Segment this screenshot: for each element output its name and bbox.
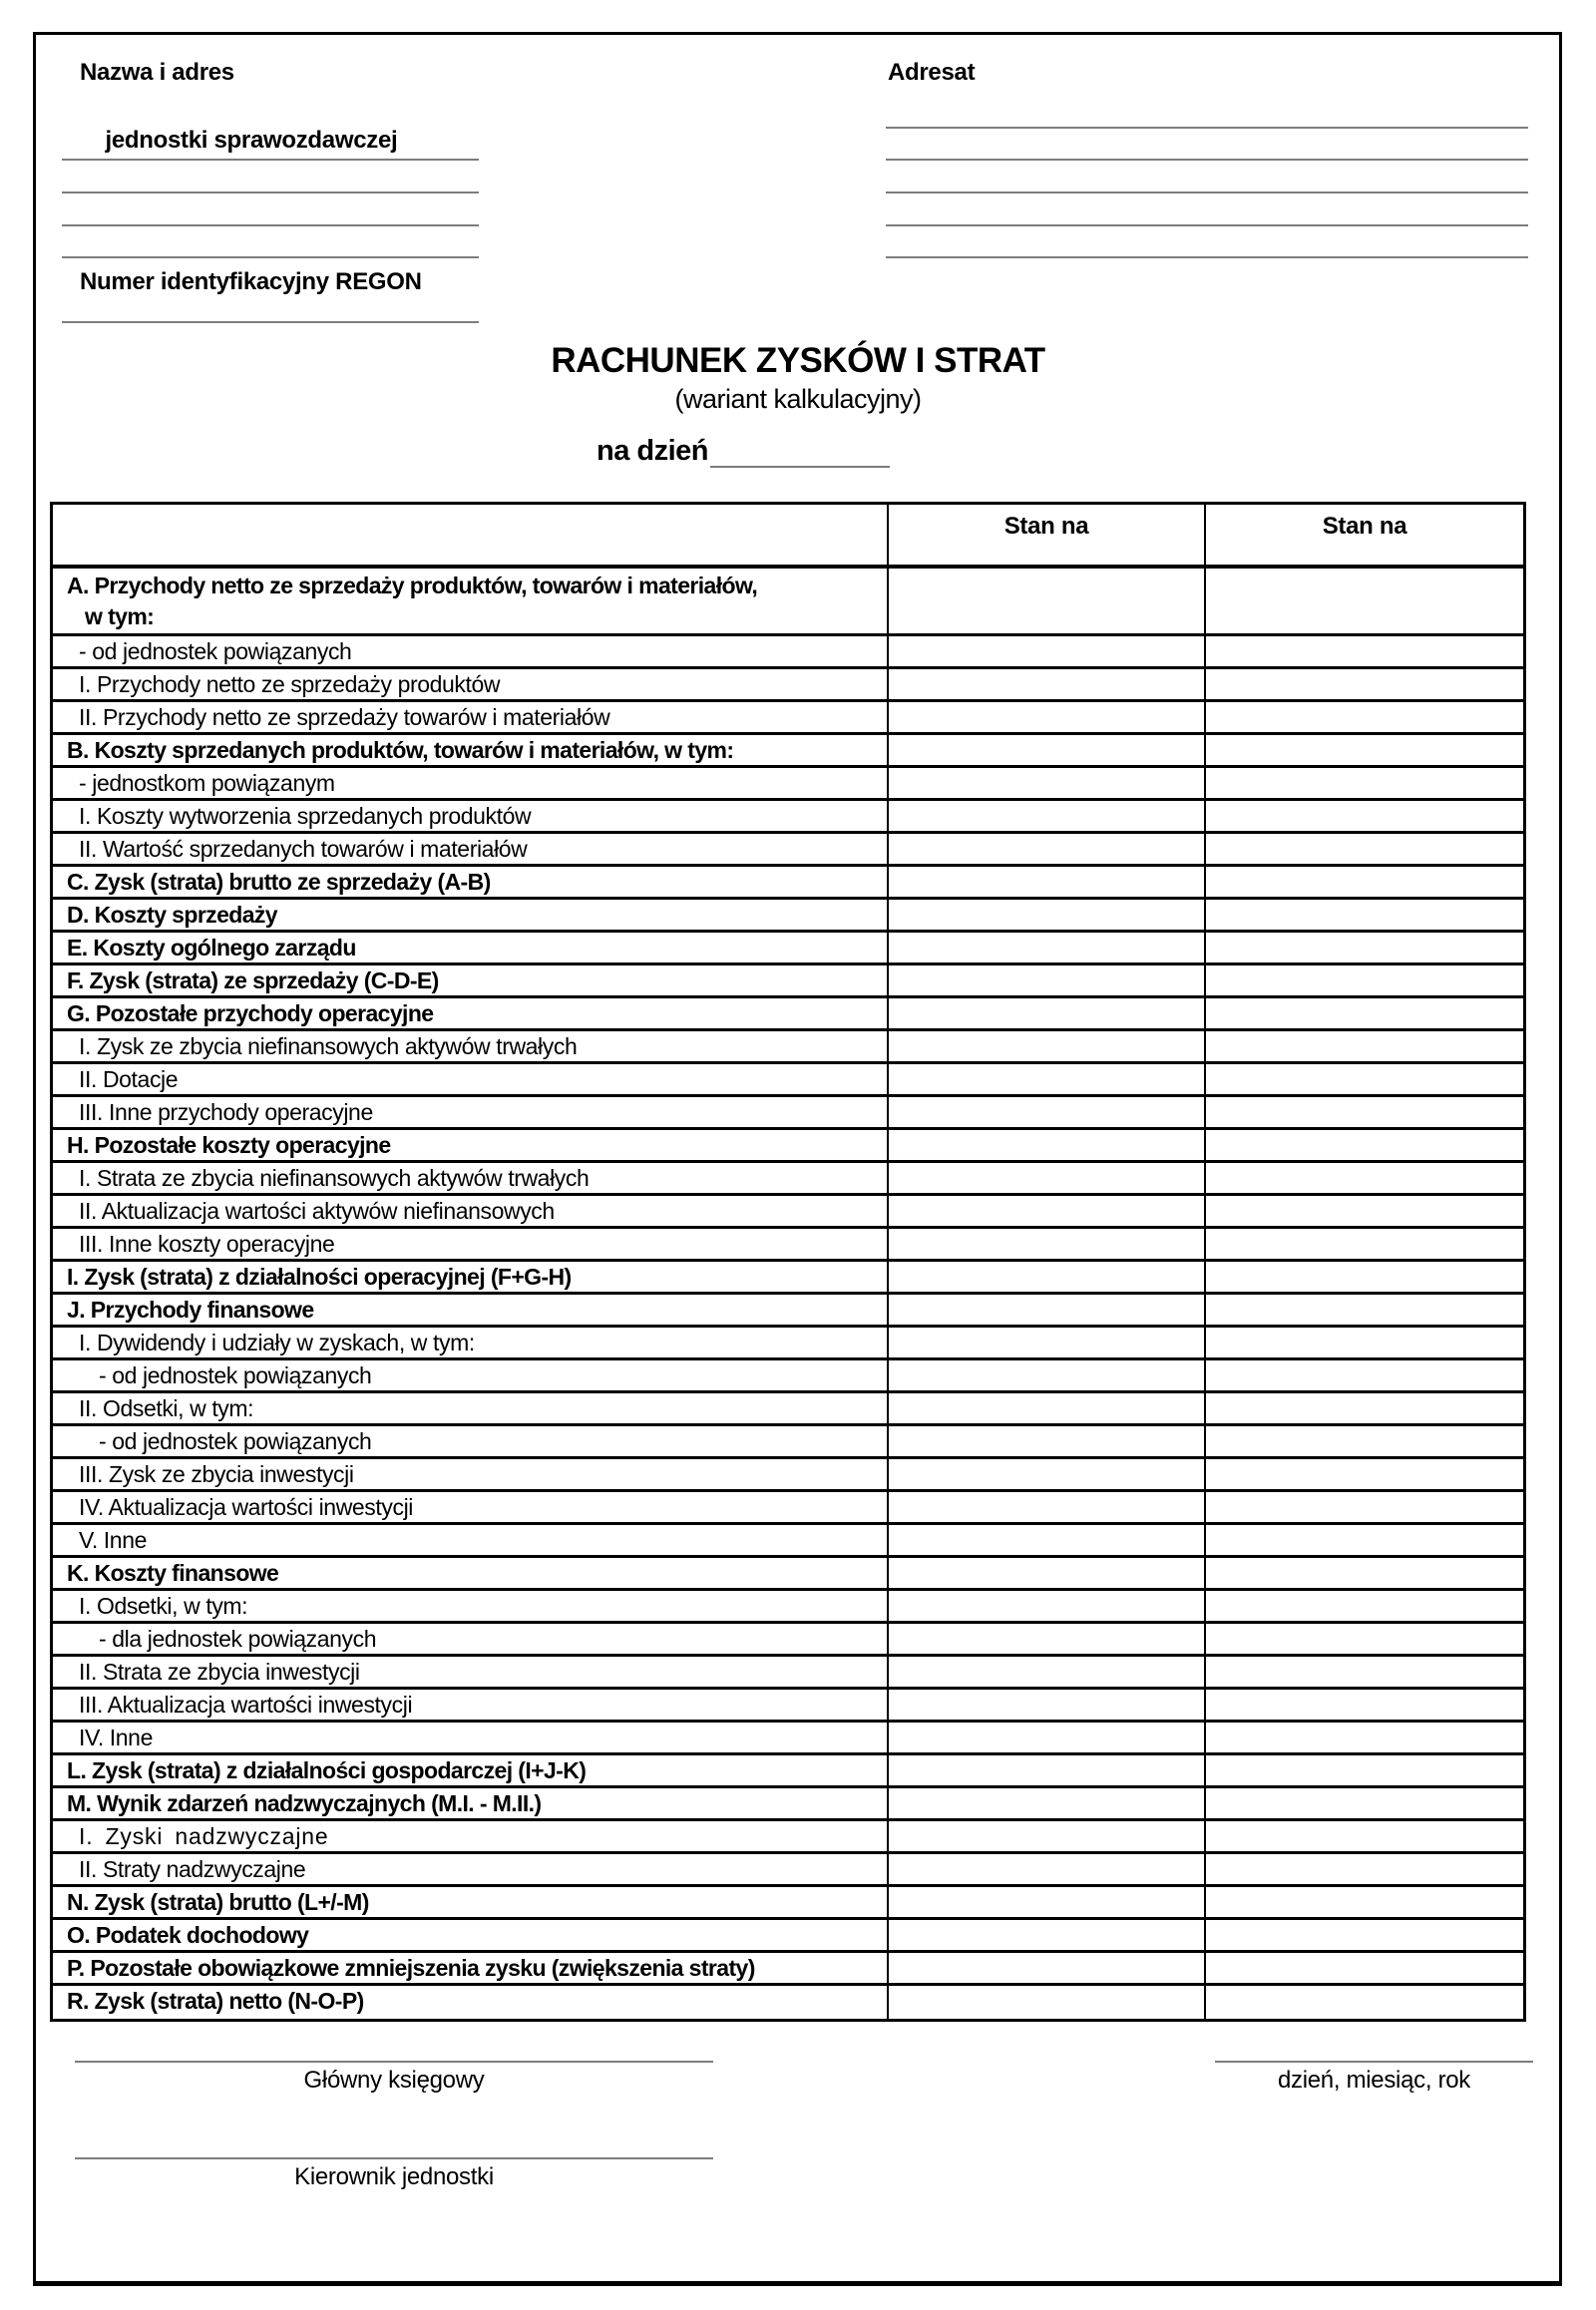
stan-na-col2-value-cell[interactable]	[1206, 1031, 1523, 1061]
stan-na-col2-value-cell[interactable]	[1206, 669, 1523, 699]
row-label-cell	[53, 965, 889, 995]
row-label: N. Zysk (strata) brutto (L+/-M)	[67, 1889, 369, 1915]
table-row	[53, 1788, 1523, 1821]
table-row	[53, 1031, 1523, 1064]
row-label: K. Koszty finansowe	[67, 1560, 279, 1586]
profit-loss-table	[50, 502, 1526, 2022]
stan-na-col1-value-cell[interactable]	[889, 569, 1206, 633]
stan-na-col2-value-cell[interactable]	[1206, 735, 1523, 765]
row-label: G. Pozostałe przychody operacyjne	[67, 1000, 434, 1026]
table-row	[53, 702, 1523, 735]
row-label-cell	[53, 1295, 889, 1325]
row-label-cell	[53, 1163, 889, 1193]
stan-na-col2-value-cell[interactable]	[1206, 1690, 1523, 1720]
table-row	[53, 1525, 1523, 1558]
adresat-fill-line-4[interactable]	[886, 224, 1528, 226]
stan-na-col2-value-cell[interactable]	[1206, 1887, 1523, 1917]
row-label-cell	[53, 867, 889, 897]
table-row	[53, 1295, 1523, 1328]
row-label: B. Koszty sprzedanych produktów, towarów i materiałów, w tym:	[67, 737, 734, 763]
stan-na-col1-value-cell[interactable]	[889, 1788, 1206, 1818]
stan-na-col2-value-cell[interactable]	[1206, 801, 1523, 831]
regon-label: Numer identyfikacyjny REGON	[80, 268, 422, 295]
adresat-fill-line-1[interactable]	[886, 127, 1528, 129]
row-label-cell	[53, 1492, 889, 1522]
stan-na-col1-value-cell[interactable]	[889, 1525, 1206, 1555]
table-row	[53, 1953, 1523, 1986]
reporting-unit-fill-line-1[interactable]	[62, 159, 479, 161]
stan-na-col1-value-cell[interactable]	[889, 1920, 1206, 1950]
stan-na-col2-value-cell[interactable]	[1206, 1821, 1523, 1851]
table-row	[53, 569, 1523, 636]
stan-na-col2-value-cell[interactable]	[1206, 1657, 1523, 1687]
stan-na-col1-value-cell[interactable]	[889, 1229, 1206, 1259]
reporting-unit-label-line1: Nazwa i adres	[80, 59, 234, 86]
as-of-date-fill-line[interactable]	[710, 466, 890, 468]
table-row	[53, 1920, 1523, 1953]
row-label-cell	[53, 900, 889, 930]
stan-na-col2-value-cell[interactable]	[1206, 636, 1523, 666]
stan-na-col1-value-cell[interactable]	[889, 1723, 1206, 1752]
row-label: I. Zysk ze zbycia niefinansowych aktywów trwałych	[79, 1033, 578, 1059]
table-row	[53, 1262, 1523, 1295]
row-label-cell	[53, 1393, 889, 1423]
row-label-cell	[53, 801, 889, 831]
row-label: III. Zysk ze zbycia inwestycji	[79, 1461, 354, 1487]
row-label-cell	[53, 1064, 889, 1094]
reporting-unit-fill-line-3[interactable]	[62, 224, 479, 226]
stan-na-col1-value-cell[interactable]	[889, 1196, 1206, 1226]
adresat-fill-line-3[interactable]	[886, 192, 1528, 193]
table-row	[53, 1624, 1523, 1657]
row-label-cell	[53, 735, 889, 765]
stan-na-col1-value-cell[interactable]	[889, 1328, 1206, 1357]
stan-na-col2-value-cell[interactable]	[1206, 965, 1523, 995]
reporting-unit-label-line2: jednostki sprawozdawczej	[105, 127, 398, 154]
table-row	[53, 1360, 1523, 1393]
stan-na-col1-value-cell[interactable]	[889, 1591, 1206, 1621]
table-row	[53, 1591, 1523, 1624]
stan-na-col1-value-cell[interactable]	[889, 1097, 1206, 1127]
table-row	[53, 768, 1523, 801]
table-row	[53, 1854, 1523, 1887]
table-row	[53, 1064, 1523, 1097]
row-label-cell	[53, 1887, 889, 1917]
stan-na-col1-value-cell[interactable]	[889, 801, 1206, 831]
stan-na-col2-value-cell[interactable]	[1206, 1723, 1523, 1752]
row-label-cell	[53, 1755, 889, 1785]
reporting-unit-fill-line-2[interactable]	[62, 192, 479, 193]
stan-na-col2-value-cell[interactable]	[1206, 933, 1523, 962]
row-label: D. Koszty sprzedaży	[67, 902, 277, 928]
row-label: I. Koszty wytworzenia sprzedanych produktów	[79, 803, 532, 829]
stan-na-col1-value-cell[interactable]	[889, 1360, 1206, 1390]
stan-na-col2-value-cell[interactable]	[1206, 1262, 1523, 1292]
page-subtitle: (wariant kalkulacyjny)	[674, 384, 922, 414]
table-row	[53, 900, 1523, 933]
stan-na-col2-value-cell[interactable]	[1206, 1130, 1523, 1160]
stan-na-col2-value-cell[interactable]	[1206, 1328, 1523, 1357]
stan-na-col2-value-cell[interactable]	[1206, 702, 1523, 732]
row-label: I. Dywidendy i udziały w zyskach, w tym:	[79, 1330, 475, 1355]
row-label-cell	[53, 636, 889, 666]
row-label-cell	[53, 1624, 889, 1654]
row-label-cell	[53, 1821, 889, 1851]
table-row	[53, 1492, 1523, 1525]
table-row	[53, 1690, 1523, 1723]
row-label-cell	[53, 1426, 889, 1456]
stan-na-col2-value-cell[interactable]	[1206, 768, 1523, 798]
stan-na-col1-value-cell[interactable]	[889, 965, 1206, 995]
row-label: O. Podatek dochodowy	[67, 1922, 309, 1948]
row-label: P. Pozostałe obowiązkowe zmniejszenia zysku (zwiększenia straty)	[67, 1955, 755, 1981]
stan-na-col1-value-cell[interactable]	[889, 1887, 1206, 1917]
table-row	[53, 867, 1523, 900]
stan-na-col2-value-cell[interactable]	[1206, 1360, 1523, 1390]
table-row	[53, 1459, 1523, 1492]
row-label: III. Inne koszty operacyjne	[79, 1231, 335, 1257]
stan-na-col1-value-cell[interactable]	[889, 1558, 1206, 1588]
table-row	[53, 1558, 1523, 1591]
stan-na-col1-value-cell[interactable]	[889, 1657, 1206, 1687]
table-row	[53, 1755, 1523, 1788]
row-label: F. Zysk (strata) ze sprzedaży (C-D-E)	[67, 967, 439, 993]
row-label-cell	[53, 1723, 889, 1752]
stan-na-col2-value-cell[interactable]	[1206, 1163, 1523, 1193]
row-label: - od jednostek powiązanych	[99, 1428, 372, 1454]
stan-na-col1-value-cell[interactable]	[889, 1130, 1206, 1160]
row-label: - jednostkom powiązanym	[79, 770, 335, 796]
stan-na-col2-value-cell[interactable]	[1206, 1295, 1523, 1325]
row-label-cell	[53, 1854, 889, 1884]
table-row	[53, 1196, 1523, 1229]
as-of-date-label: na dzień	[597, 435, 709, 467]
unit-manager-signature-line[interactable]	[75, 2157, 713, 2159]
row-label: I. Odsetki, w tym:	[79, 1593, 248, 1619]
chief-accountant-label: Główny księgowy	[303, 2067, 485, 2094]
row-label-cell	[53, 702, 889, 732]
row-label-cell	[53, 933, 889, 962]
row-label: I. Przychody netto ze sprzedaży produktów	[79, 671, 501, 697]
stan-na-col1-value-cell[interactable]	[889, 1426, 1206, 1456]
stan-na-col1-value-cell[interactable]	[889, 1064, 1206, 1094]
row-label: I. Strata ze zbycia niefinansowych aktywów trwałych	[79, 1165, 590, 1191]
table-row	[53, 1393, 1523, 1426]
stan-na-col1-value-cell[interactable]	[889, 1163, 1206, 1193]
stan-na-col1-value-cell[interactable]	[889, 867, 1206, 897]
row-label-cell	[53, 1690, 889, 1720]
row-label: M. Wynik zdarzeń nadzwyczajnych (M.I. - M.II.)	[67, 1790, 542, 1816]
row-label-cell	[53, 1229, 889, 1259]
row-label: III. Inne przychody operacyjne	[79, 1099, 373, 1125]
row-label: IV. Inne	[79, 1725, 153, 1750]
stan-na-col2-value-cell[interactable]	[1206, 1459, 1523, 1489]
stan-na-col2-value-cell[interactable]	[1206, 1854, 1523, 1884]
table-row	[53, 1887, 1523, 1920]
row-label-cell	[53, 768, 889, 798]
date-signature-line[interactable]	[1215, 2061, 1533, 2063]
row-label-cell	[53, 1097, 889, 1127]
stan-na-col2-value-cell[interactable]	[1206, 1986, 1523, 2019]
table-row	[53, 1328, 1523, 1360]
row-label-cell	[53, 1130, 889, 1160]
row-label: II. Strata ze zbycia inwestycji	[79, 1659, 360, 1685]
stan-na-col1-value-cell[interactable]	[889, 998, 1206, 1028]
row-label: R. Zysk (strata) netto (N-O-P)	[67, 1988, 364, 2014]
row-label-cell	[53, 1328, 889, 1357]
stan-na-col1-value-cell[interactable]	[889, 768, 1206, 798]
stan-na-col1-value-cell[interactable]	[889, 1755, 1206, 1785]
stan-na-col1-value-cell[interactable]	[889, 1492, 1206, 1522]
row-label-cell	[53, 834, 889, 864]
stan-na-col2-value-cell[interactable]	[1206, 1492, 1523, 1522]
stan-na-col1-value-cell[interactable]	[889, 834, 1206, 864]
row-label-cell	[53, 669, 889, 699]
table-row	[53, 965, 1523, 998]
table-row	[53, 998, 1523, 1031]
row-label-cell	[53, 1525, 889, 1555]
stan-na-col1-value-cell[interactable]	[889, 669, 1206, 699]
adresat-fill-line-2[interactable]	[886, 159, 1528, 161]
row-label: III. Aktualizacja wartości inwestycji	[79, 1692, 413, 1718]
row-label-line2: w tym:	[85, 603, 155, 629]
stan-na-col2-value-cell[interactable]	[1206, 1229, 1523, 1259]
table-row	[53, 1163, 1523, 1196]
header-stan-na-col1: Stan na	[889, 505, 1206, 565]
stan-na-col1-value-cell[interactable]	[889, 900, 1206, 930]
row-label-cell	[53, 1031, 889, 1061]
stan-na-col1-value-cell[interactable]	[889, 1624, 1206, 1654]
stan-na-col2-value-cell[interactable]	[1206, 1920, 1523, 1950]
table-row	[53, 1723, 1523, 1755]
row-label-cell	[53, 1459, 889, 1489]
stan-na-col2-value-cell[interactable]	[1206, 1393, 1523, 1423]
row-label: I. Zyski nadzwyczajne	[79, 1823, 329, 1849]
stan-na-col1-value-cell[interactable]	[889, 1690, 1206, 1720]
table-row	[53, 735, 1523, 768]
stan-na-col2-value-cell[interactable]	[1206, 834, 1523, 864]
stan-na-col2-value-cell[interactable]	[1206, 998, 1523, 1028]
row-label: E. Koszty ogólnego zarządu	[67, 935, 356, 961]
row-label: L. Zysk (strata) z działalności gospodarczej (I+J-K)	[67, 1757, 587, 1783]
stan-na-col1-value-cell[interactable]	[889, 636, 1206, 666]
stan-na-col1-value-cell[interactable]	[889, 1262, 1206, 1292]
stan-na-col2-value-cell[interactable]	[1206, 900, 1523, 930]
row-label-cell	[53, 1788, 889, 1818]
row-label: C. Zysk (strata) brutto ze sprzedaży (A-B)	[67, 869, 491, 895]
row-label-cell	[53, 1953, 889, 1983]
stan-na-col2-value-cell[interactable]	[1206, 867, 1523, 897]
table-row	[53, 636, 1523, 669]
header-stan-na-col2: Stan na	[1322, 513, 1407, 540]
row-label: - od jednostek powiązanych	[79, 638, 352, 664]
table-body	[53, 569, 1523, 2019]
table-row	[53, 1426, 1523, 1459]
row-label: - dla jednostek powiązanych	[99, 1626, 377, 1652]
adresat-label: Adresat	[888, 59, 976, 86]
row-label-cell	[53, 1360, 889, 1390]
stan-na-col1-value-cell[interactable]	[889, 1031, 1206, 1061]
row-label: J. Przychody finansowe	[67, 1297, 314, 1323]
table-row	[53, 1986, 1523, 2019]
table-row	[53, 1229, 1523, 1262]
reporting-unit-fill-line-4[interactable]	[62, 256, 479, 258]
stan-na-col2-value-cell[interactable]	[1206, 1426, 1523, 1456]
row-label: H. Pozostałe koszty operacyjne	[67, 1132, 391, 1158]
reporting-unit-label	[80, 56, 397, 158]
row-label: V. Inne	[79, 1527, 147, 1553]
row-label: - od jednostek powiązanych	[99, 1362, 372, 1388]
row-label: I. Zysk (strata) z działalności operacyjnej (F+G-H)	[67, 1264, 572, 1290]
row-label: II. Straty nadzwyczajne	[79, 1856, 306, 1882]
table-row	[53, 933, 1523, 965]
stan-na-col2-value-cell[interactable]	[1206, 1591, 1523, 1621]
table-header-row	[53, 505, 1523, 569]
table-row	[53, 801, 1523, 834]
row-label-cell	[53, 998, 889, 1028]
row-label-cell	[53, 1986, 889, 2019]
stan-na-col2-value-cell[interactable]	[1206, 1953, 1523, 1983]
stan-na-col1-value-cell[interactable]	[889, 1393, 1206, 1423]
stan-na-col2-value-cell[interactable]	[1206, 569, 1523, 633]
row-label-cell	[53, 569, 889, 633]
row-label-cell	[53, 1920, 889, 1950]
adresat-fill-line-5[interactable]	[886, 256, 1528, 258]
stan-na-col1-value-cell[interactable]	[889, 1986, 1206, 2019]
stan-na-col1-value-cell[interactable]	[889, 933, 1206, 962]
stan-na-col1-value-cell[interactable]	[889, 1953, 1206, 1983]
page-title: RACHUNEK ZYSKÓW I STRAT	[551, 341, 1045, 380]
chief-accountant-signature-line[interactable]	[75, 2061, 713, 2063]
stan-na-col2-value-cell[interactable]	[1206, 1788, 1523, 1818]
row-label: II. Wartość sprzedanych towarów i materiałów	[79, 836, 528, 862]
header-empty-cell	[53, 505, 889, 565]
row-label-cell	[53, 1196, 889, 1226]
row-label: A. Przychody netto ze sprzedaży produktów, towarów i materiałów,	[67, 573, 758, 598]
stan-na-col1-value-cell[interactable]	[889, 702, 1206, 732]
row-label: IV. Aktualizacja wartości inwestycji	[79, 1494, 414, 1520]
stan-na-col1-value-cell[interactable]	[889, 735, 1206, 765]
unit-manager-label: Kierownik jednostki	[294, 2163, 494, 2190]
stan-na-col2-value-cell[interactable]	[1206, 1624, 1523, 1654]
stan-na-col2-value-cell[interactable]	[1206, 1525, 1523, 1555]
stan-na-col1-value-cell[interactable]	[889, 1821, 1206, 1851]
row-label: II. Aktualizacja wartości aktywów niefinansowych	[79, 1198, 555, 1224]
table-row	[53, 669, 1523, 702]
table-row	[53, 834, 1523, 867]
row-label: II. Odsetki, w tym:	[79, 1395, 254, 1421]
row-label: II. Przychody netto ze sprzedaży towarów i materiałów	[79, 704, 610, 730]
row-label-cell	[53, 1558, 889, 1588]
stan-na-col1-value-cell[interactable]	[889, 1854, 1206, 1884]
table-row	[53, 1130, 1523, 1163]
regon-fill-line[interactable]	[62, 321, 479, 323]
stan-na-col2-value-cell[interactable]	[1206, 1558, 1523, 1588]
stan-na-col2-value-cell[interactable]	[1206, 1755, 1523, 1785]
table-row	[53, 1821, 1523, 1854]
stan-na-col2-value-cell[interactable]	[1206, 1097, 1523, 1127]
row-label-cell	[53, 1262, 889, 1292]
table-row	[53, 1097, 1523, 1130]
row-label-cell	[53, 1591, 889, 1621]
row-label-cell	[53, 1657, 889, 1687]
stan-na-col1-value-cell[interactable]	[889, 1295, 1206, 1325]
table-row	[53, 1657, 1523, 1690]
stan-na-col2-value-cell[interactable]	[1206, 1196, 1523, 1226]
stan-na-col2-value-cell[interactable]	[1206, 1064, 1523, 1094]
stan-na-col1-value-cell[interactable]	[889, 1459, 1206, 1489]
row-label: II. Dotacje	[79, 1066, 179, 1092]
date-hint-label: dzień, miesiąc, rok	[1277, 2067, 1471, 2094]
